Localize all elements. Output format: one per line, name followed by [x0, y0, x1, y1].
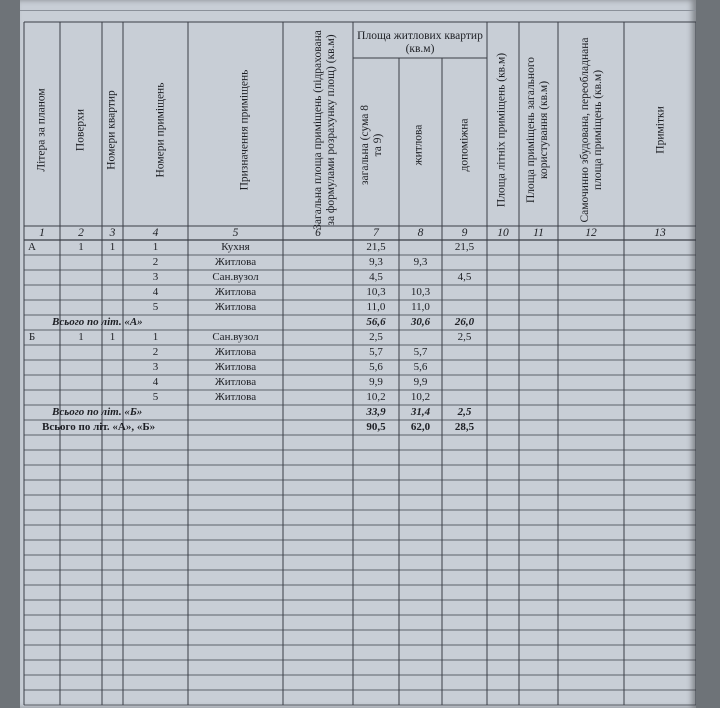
total-row-label: Всього по літ. «А», «Б» — [42, 421, 156, 433]
cell-aux-area: 4,5 — [457, 271, 472, 283]
cell-room-number: 5 — [152, 301, 159, 313]
cell-room-number: 5 — [152, 391, 159, 403]
cell-living-area: 5,7 — [413, 346, 428, 358]
total-value-total: 33,9 — [366, 406, 386, 418]
header-c6: Загальна площа приміщень (підрахована за формулами розрахунку площ) (кв.м) — [312, 30, 337, 230]
cell-purpose: Сан.вузол — [212, 331, 259, 343]
inventory-form-page — [20, 0, 696, 708]
total-value-living: 62,0 — [410, 421, 431, 433]
column-number: 11 — [533, 227, 544, 239]
total-value-total: 56,6 — [366, 316, 386, 328]
cell-aux-area: 21,5 — [454, 241, 475, 253]
header-c8: житлова — [412, 124, 425, 166]
cell-total-area: 5,7 — [369, 346, 383, 358]
cell-room-number: 4 — [152, 286, 159, 298]
header-c5: Призначення приміщень — [238, 69, 251, 191]
total-value-total: 90,5 — [366, 421, 386, 433]
header-c3: Номери квартир — [105, 90, 118, 170]
cell-purpose: Кухня — [221, 241, 250, 253]
cell-room-number: 4 — [152, 376, 159, 388]
column-number: 2 — [78, 227, 84, 239]
cell-litera: А — [28, 241, 36, 253]
cell-total-area: 10,3 — [366, 286, 386, 298]
column-number: 3 — [109, 227, 116, 239]
header-c7: загальна (сума 8 та 9) — [359, 105, 384, 185]
cell-total-area: 10,2 — [366, 391, 386, 403]
header-group: Площа житлових квартир (кв.м) — [357, 30, 483, 55]
column-number: 6 — [315, 227, 321, 239]
header-c2: Поверхи — [74, 108, 87, 152]
header-c1: Літера за планом — [35, 88, 48, 172]
cell-room-number: 2 — [152, 346, 159, 358]
cell-room-number: 2 — [152, 256, 159, 268]
cell-litera: Б — [28, 331, 36, 343]
cell-aux-area: 2,5 — [457, 331, 472, 343]
cell-room-number: 3 — [152, 271, 159, 283]
column-number: 4 — [152, 227, 159, 239]
header-c9: допоміжна — [458, 118, 471, 172]
column-number: 9 — [461, 227, 468, 239]
total-row-label: Всього по літ. «Б» — [52, 406, 143, 418]
cell-total-area: 2,5 — [369, 331, 383, 343]
cell-purpose: Житлова — [214, 286, 257, 298]
cell-total-area: 9,9 — [369, 376, 383, 388]
cell-purpose: Житлова — [214, 301, 257, 313]
cell-living-area: 11,0 — [411, 301, 430, 313]
cell-room-number: 1 — [152, 241, 159, 253]
header-c12: Самочинно збудована, переобладнана площа приміщень (кв.м) — [579, 37, 604, 223]
cell-purpose: Сан.вузол — [212, 271, 259, 283]
header-c11: Площа приміщень загального користування (кв.м) — [525, 56, 550, 204]
header-c13: Примітки — [654, 106, 667, 154]
cell-living-area: 10,2 — [410, 391, 431, 403]
total-value-living: 30,6 — [410, 316, 431, 328]
total-value-aux: 2,5 — [457, 406, 472, 418]
cell-total-area: 9,3 — [369, 256, 383, 268]
total-value-aux: 26,0 — [454, 316, 475, 328]
cell-apartment: 1 — [109, 331, 116, 343]
cell-living-area: 5,6 — [413, 361, 428, 373]
cell-purpose: Житлова — [214, 391, 257, 403]
total-value-living: 31,4 — [410, 406, 431, 418]
column-number: 7 — [373, 227, 379, 239]
column-number: 1 — [39, 227, 45, 239]
header-c10: Площа літніх приміщень (кв.м) — [495, 52, 508, 208]
cell-total-area: 4,5 — [369, 271, 383, 283]
cell-total-area: 21,5 — [366, 241, 386, 253]
total-value-aux: 28,5 — [454, 421, 475, 433]
cell-purpose: Житлова — [214, 256, 257, 268]
cell-living-area: 10,3 — [410, 286, 431, 298]
cell-total-area: 11,0 — [366, 301, 386, 313]
cell-living-area: 9,3 — [413, 256, 428, 268]
cell-total-area: 5,6 — [369, 361, 383, 373]
cell-floor: 1 — [78, 331, 84, 343]
header-c4: Номери приміщень — [154, 82, 167, 178]
cell-room-number: 3 — [152, 361, 159, 373]
column-number: 8 — [417, 227, 424, 239]
cell-floor: 1 — [78, 241, 84, 253]
column-number: 10 — [497, 227, 509, 239]
cell-apartment: 1 — [109, 241, 116, 253]
column-number: 5 — [232, 227, 239, 239]
column-number: 12 — [585, 227, 597, 239]
cell-room-number: 1 — [152, 331, 159, 343]
cell-living-area: 9,9 — [413, 376, 428, 388]
cell-purpose: Житлова — [214, 376, 257, 388]
column-number: 13 — [654, 227, 666, 239]
cell-purpose: Житлова — [214, 346, 257, 358]
cell-purpose: Житлова — [214, 361, 257, 373]
total-row-label: Всього по літ. «А» — [52, 316, 143, 328]
